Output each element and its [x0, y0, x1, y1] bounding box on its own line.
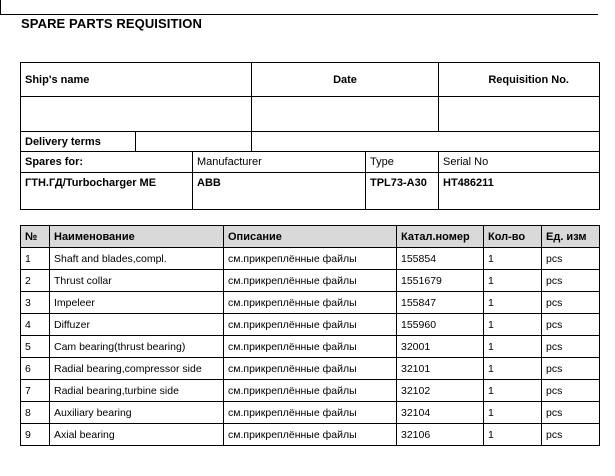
delivery-terms-extra: [252, 132, 600, 152]
table-row: [21, 380, 600, 402]
row-unit: pcs: [542, 424, 600, 446]
table-row: [21, 402, 600, 424]
row-unit: pcs: [542, 292, 600, 314]
row-description: см.прикреплённые файлы: [224, 358, 397, 380]
table-row: [21, 292, 600, 314]
row-unit: pcs: [542, 314, 600, 336]
ships-name-field[interactable]: [21, 97, 252, 132]
row-description: см.прикреплённые файлы: [224, 248, 397, 270]
row-catalog: 32101: [397, 358, 484, 380]
row-unit: pcs: [542, 336, 600, 358]
row-qty: 1: [484, 314, 542, 336]
page-frame-left: [0, 0, 1, 14]
row-name: Shaft and blades,compl.: [50, 248, 224, 270]
delivery-terms-label: Delivery terms: [21, 132, 136, 152]
row-description: см.прикреплённые файлы: [224, 424, 397, 446]
header-table: [20, 62, 600, 210]
manufacturer-label: Manufacturer: [193, 152, 366, 173]
row-unit: pcs: [542, 402, 600, 424]
table-row: [21, 248, 600, 270]
row-no: 9: [21, 424, 50, 446]
table-row: [21, 358, 600, 380]
date-field[interactable]: [252, 97, 439, 132]
row-description: см.прикреплённые файлы: [224, 402, 397, 424]
row-description: см.прикреплённые файлы: [224, 314, 397, 336]
row-catalog: 155960: [397, 314, 484, 336]
row-name: Radial bearing,compressor side: [50, 358, 224, 380]
row-description: см.прикреплённые файлы: [224, 380, 397, 402]
row-no: 3: [21, 292, 50, 314]
row-unit: pcs: [542, 248, 600, 270]
row-name: Thrust collar: [50, 270, 224, 292]
col-header-description: Описание: [224, 226, 397, 248]
col-header-catalog: Катал.номер: [397, 226, 484, 248]
row-name: Auxiliary bearing: [50, 402, 224, 424]
row-no: 5: [21, 336, 50, 358]
row-catalog: 155854: [397, 248, 484, 270]
row-no: 8: [21, 402, 50, 424]
row-description: см.прикреплённые файлы: [224, 270, 397, 292]
row-no: 7: [21, 380, 50, 402]
row-qty: 1: [484, 248, 542, 270]
row-name: Diffuzer: [50, 314, 224, 336]
items-header-row: [21, 226, 600, 248]
row-unit: pcs: [542, 358, 600, 380]
row-unit: pcs: [542, 380, 600, 402]
row-name: Radial bearing,turbine side: [50, 380, 224, 402]
delivery-terms-field[interactable]: [136, 132, 252, 152]
row-no: 1: [21, 248, 50, 270]
row-qty: 1: [484, 358, 542, 380]
row-qty: 1: [484, 424, 542, 446]
type-label: Type: [366, 152, 439, 173]
table-row: [21, 314, 600, 336]
col-header-no: №: [21, 226, 50, 248]
col-header-unit: Ед. изм: [542, 226, 600, 248]
col-header-name: Наименование: [50, 226, 224, 248]
row-catalog: 32102: [397, 380, 484, 402]
items-table: [20, 225, 600, 446]
ships-name-label: Ship's name: [21, 63, 252, 97]
row-name: Cam bearing(thrust bearing): [50, 336, 224, 358]
spares-for-label: Spares for:: [21, 152, 193, 173]
row-unit: pcs: [542, 270, 600, 292]
row-qty: 1: [484, 270, 542, 292]
row-description: см.прикреплённые файлы: [224, 336, 397, 358]
row-name: Axial bearing: [50, 424, 224, 446]
table-row: [21, 270, 600, 292]
requisition-field[interactable]: [439, 97, 600, 132]
col-header-qty: Кол-во: [484, 226, 542, 248]
row-name: Impeleer: [50, 292, 224, 314]
type-value: TPL73-A30: [366, 173, 439, 210]
row-description: см.прикреплённые файлы: [224, 292, 397, 314]
serial-value: HT486211: [439, 173, 600, 210]
row-catalog: 32106: [397, 424, 484, 446]
row-qty: 1: [484, 292, 542, 314]
row-catalog: 155847: [397, 292, 484, 314]
page-title: SPARE PARTS REQUISITION: [21, 16, 202, 31]
spares-for-value: ГТН.ГД/Turbocharger ME: [21, 173, 193, 210]
requisition-label: Requisition No.: [439, 63, 600, 97]
date-label: Date: [252, 63, 439, 97]
manufacturer-value: ABB: [193, 173, 366, 210]
row-catalog: 32104: [397, 402, 484, 424]
table-row: [21, 424, 600, 446]
page-frame-top: [0, 14, 598, 15]
serial-label: Serial No: [439, 152, 600, 173]
row-qty: 1: [484, 336, 542, 358]
row-qty: 1: [484, 402, 542, 424]
row-catalog: 32001: [397, 336, 484, 358]
row-no: 2: [21, 270, 50, 292]
row-no: 4: [21, 314, 50, 336]
row-catalog: 1551679: [397, 270, 484, 292]
row-no: 6: [21, 358, 50, 380]
table-row: [21, 336, 600, 358]
row-qty: 1: [484, 380, 542, 402]
